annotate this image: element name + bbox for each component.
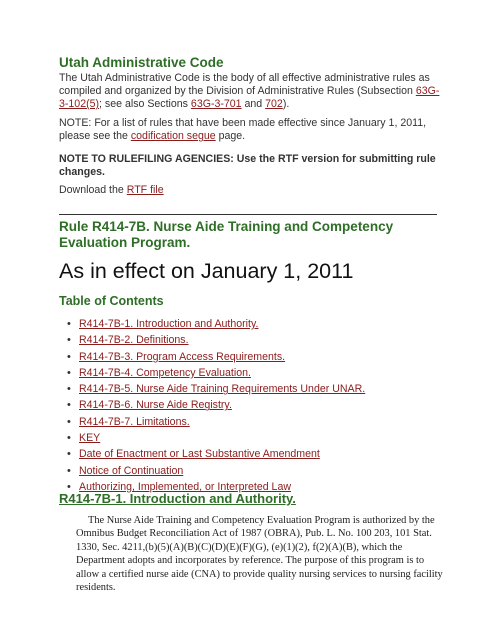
link-63g-3-102-5[interactable]: 63G-3-102(5) (59, 85, 440, 110)
toc-link-key[interactable]: KEY (79, 432, 101, 445)
note-text-2: page. (215, 130, 246, 142)
toc-link-date-of-enactment[interactable]: Date of Enactment or Last Substantive Amendment (79, 448, 320, 461)
toc-link-r414-7b-1[interactable]: R414-7B-1. Introduction and Authority. (79, 318, 259, 330)
toc-item (79, 446, 365, 462)
toc-item (79, 332, 365, 348)
link-rtf-file[interactable]: RTF file (126, 184, 164, 196)
toc-item (79, 316, 365, 332)
intro-paragraph (59, 72, 443, 111)
section-link-r414-7b-1[interactable]: R414-7B-1. Introduction and Authority. (59, 491, 296, 506)
toc-item (79, 397, 365, 413)
download-line (59, 184, 443, 197)
intro-text-1: The Utah Administrative Code is the body of all effective administrative rules as compiled and organized by the Division of Administrative Rules (Subsection (59, 72, 430, 97)
toc-link-r414-7b-6[interactable]: R414-7B-6. Nurse Aide Registry. (79, 399, 232, 412)
link-63g-3-701[interactable]: 63G-3-701 (190, 98, 242, 110)
toc-item (79, 381, 365, 397)
divider (59, 214, 437, 215)
page-title: Utah Administrative Code (59, 55, 224, 70)
toc-link-r414-7b-7[interactable]: R414-7B-7. Limitations. (79, 415, 190, 428)
toc-link-notice-of-continuation[interactable]: Notice of Continuation (79, 464, 184, 477)
toc-title: Table of Contents (59, 294, 164, 308)
intro-text-2: ; see also Sections (99, 98, 191, 110)
effective-date-heading: As in effect on January 1, 2011 (59, 259, 354, 283)
toc-item (79, 430, 365, 446)
note-text-1: NOTE: For a list of rules that have been made effective since January 1, 2011, please see the (59, 117, 427, 142)
toc-item (79, 365, 365, 381)
link-702[interactable]: 702 (265, 98, 283, 110)
agencies-note: NOTE TO RULEFILING AGENCIES: Use the RTF version for submitting rule changes. (59, 153, 436, 178)
toc-item (79, 349, 365, 365)
toc-link-r414-7b-2[interactable]: R414-7B-2. Definitions. (79, 334, 189, 347)
section-body: The Nurse Aide Training and Competency Evaluation Program is authorized by the Omnibus Budget Reconciliation Act of 1987 (OBRA), Pub. L. No. 100 203, 101 Stat. 1330, Sec. 4211,(b)(5)(A)(B)(C)(D)(E)(F)(G), (e)(1)(2), f(2)(A)(B), which the Department adopts and incorporates by reference. The purpose of this program is to allow a certified nurse aide (CNA) to provide quality nursing services to nursing facility residents. (76, 515, 443, 594)
toc-link-r414-7b-3[interactable]: R414-7B-3. Program Access Requirements. (79, 350, 286, 363)
toc-item (79, 463, 365, 479)
note-paragraph (59, 117, 443, 143)
intro-text-3: and (241, 98, 266, 110)
section-heading (59, 491, 296, 506)
toc-list (59, 316, 365, 495)
download-prefix: Download the (59, 184, 127, 196)
intro-text-4: ). (282, 98, 290, 110)
toc-link-r414-7b-5[interactable]: R414-7B-5. Nurse Aide Training Requirements Under UNAR. (79, 383, 366, 396)
toc-link-authorizing-law[interactable]: Authorizing, Implemented, or Interpreted Law (79, 480, 291, 493)
link-codification-segue[interactable]: codification segue (130, 130, 216, 142)
toc-item (79, 414, 365, 430)
toc-link-r414-7b-4[interactable]: R414-7B-4. Competency Evaluation. (79, 366, 251, 379)
rule-title: Rule R414-7B. Nurse Aide Training and Competency Evaluation Program. (59, 219, 394, 250)
